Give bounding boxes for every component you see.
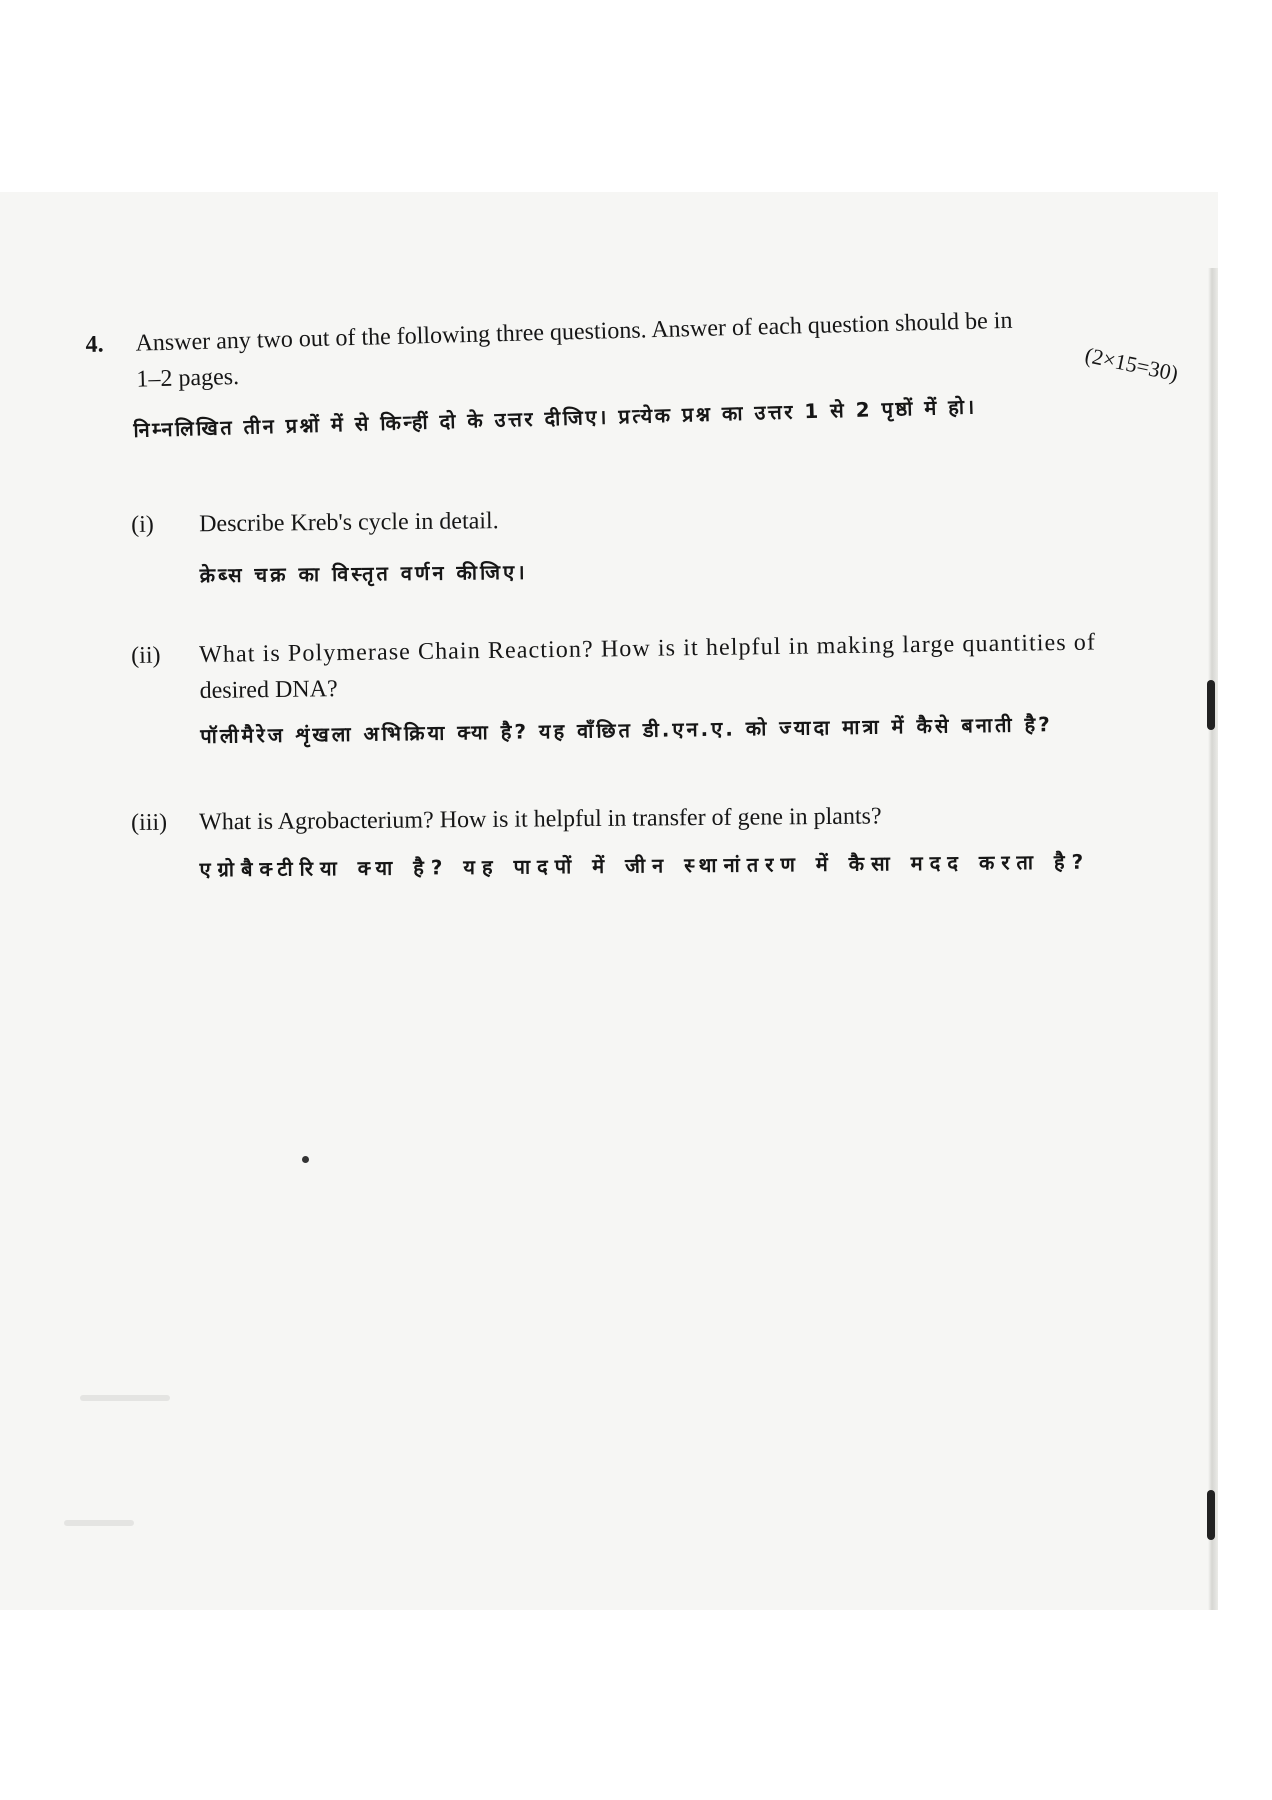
sub-question-hindi: पॉलीमैरेज शृंखला अभिक्रिया क्या है? यह वाँछित डी.एन.ए. को ज्यादा मात्रा में कैसे बनाती है? <box>200 712 1053 749</box>
question-marks: (2×15=30) <box>1082 342 1181 387</box>
question-instruction-hindi: निम्नलिखित तीन प्रश्नों में से किन्हीं दो के उत्तर दीजिए। प्रत्येक प्रश्न का उत्तर 1 से 2 पृष्ठों में हो। <box>133 394 977 442</box>
sub-question-english: Describe Kreb's cycle in detail. <box>198 508 499 538</box>
sub-question-english-continued: desired DNA? <box>199 676 338 705</box>
sub-question-1 <box>131 502 1132 602</box>
question-instruction: Answer any two out of the following three questions. Answer of each question should be in <box>135 307 1013 357</box>
sub-question-hindi: एग्रोबैक्टीरिया क्या है? यह पादपों में जीन स्थानांतरण में कैसा मदद करता है? <box>199 849 1091 882</box>
bleed-through-smudge <box>80 1395 170 1401</box>
sub-question-english: What is Polymerase Chain Reaction? How is it helpful in making large quantities of <box>198 629 1097 669</box>
page-edge-shadow <box>1208 268 1218 1610</box>
bleed-through-smudge <box>64 1520 134 1526</box>
binding-mark <box>1207 1490 1215 1540</box>
sub-question-english: What is Agrobacterium? How is it helpful in transfer of gene in plants? <box>198 803 882 836</box>
question-number: 4. <box>85 331 104 358</box>
question-instruction-continued: 1–2 pages. <box>136 363 240 393</box>
sub-question-2 <box>131 628 1223 773</box>
sub-question-hindi: क्रेब्स चक्र का विस्तृत वर्णन कीजिए। <box>199 559 528 588</box>
sub-question-number: (iii) <box>131 809 168 836</box>
ink-dot <box>302 1156 309 1163</box>
sub-question-number: (ii) <box>131 642 161 669</box>
sub-question-3 <box>131 801 1132 900</box>
sub-question-number: (i) <box>131 511 154 538</box>
